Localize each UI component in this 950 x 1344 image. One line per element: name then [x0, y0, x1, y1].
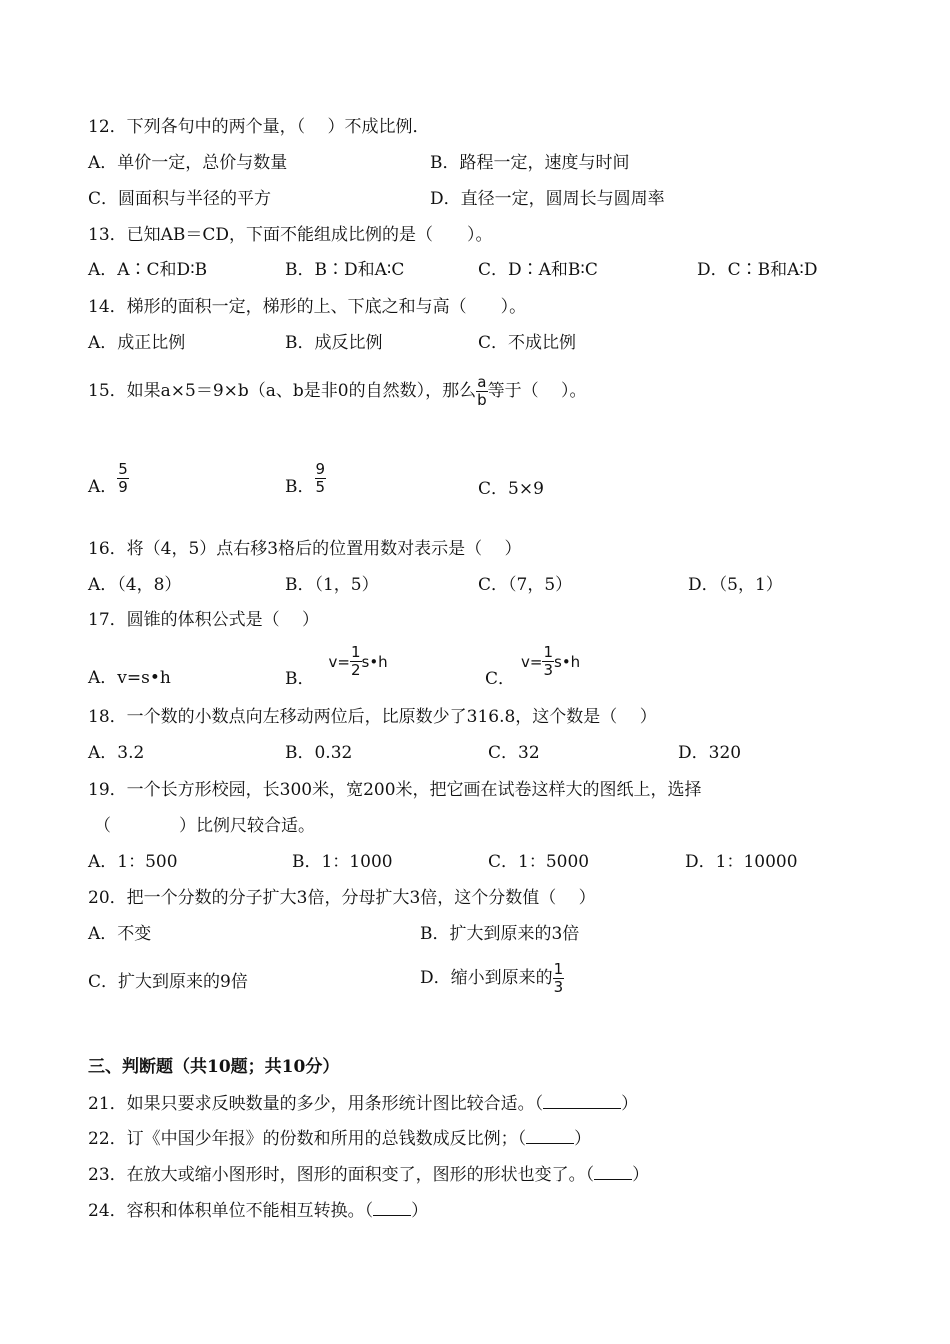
question-12-option-b: B．路程一定，速度与时间 [430, 153, 630, 173]
close-paren: ） [632, 1165, 650, 1185]
question-13-stem: 13．已知AB＝CD，下面不能组成比例的是（ ）。 [88, 225, 493, 245]
question-17-stem: 17．圆锥的体积公式是（ ） [88, 610, 320, 630]
fraction-numerator: 1 [553, 959, 564, 978]
question-17-option-b [285, 644, 388, 690]
question-20-stem: 20．把一个分数的分子扩大3倍，分母扩大3倍，这个分数值（ ） [88, 888, 596, 908]
question-20-option-d [420, 958, 564, 998]
question-22 [88, 1127, 591, 1150]
fraction-numerator: 1 [350, 643, 361, 661]
question-15-stem-text: 15．如果a×5＝9×b（a、b是非0的自然数），那么 [88, 381, 477, 401]
fraction-denominator: b [477, 390, 487, 409]
question-19-option-a: A．1：500 [88, 852, 178, 872]
question-14-option-a: A．成正比例 [88, 333, 186, 353]
question-12-option-d: D．直径一定，圆周长与圆周率 [430, 189, 665, 209]
fraction-denominator: 9 [118, 478, 128, 496]
question-19-stem: 19．一个长方形校园，长300米，宽200米，把它画在试卷这样大的图纸上，选择 [88, 780, 702, 800]
section-3-heading: 三、判断题（共10题；共10分） [88, 1057, 340, 1077]
question-19-option-b: B．1：1000 [292, 852, 393, 872]
question-14-option-b: B．成反比例 [285, 333, 383, 353]
question-18-option-c: C．32 [488, 743, 540, 763]
option-label: C． [485, 669, 516, 689]
question-19-option-c: C．1：5000 [488, 852, 590, 872]
formula-fraction [542, 644, 554, 679]
close-paren: ） [621, 1094, 639, 1114]
question-14-stem: 14．梯形的面积一定，梯形的上、下底之和与高（ ）。 [88, 297, 527, 317]
question-24-stem: 24．容积和体积单位不能相互转换。（ [88, 1201, 374, 1221]
question-23 [88, 1163, 649, 1186]
option-d-fraction [553, 961, 565, 996]
question-13-option-d: D．C∶B和A∶D [697, 260, 818, 280]
question-16-option-c: C．（7，5） [478, 575, 573, 595]
question-13-option-b: B．B∶D和A∶C [285, 260, 405, 280]
question-16-stem: 16．将（4，5）点右移3格后的位置用数对表示是（ ） [88, 539, 522, 559]
option-b-fraction [315, 461, 327, 496]
question-21 [88, 1092, 638, 1115]
question-24 [88, 1199, 428, 1222]
question-16-option-d: D．（5，1） [688, 575, 783, 595]
fraction-denominator: 3 [553, 977, 564, 996]
fraction-numerator: 5 [118, 460, 128, 478]
question-18-stem: 18．一个数的小数点向左移动两位后，比原数少了316.8，这个数是（ ） [88, 707, 657, 727]
question-20-option-b: B．扩大到原来的3倍 [420, 924, 580, 944]
question-15-stem-end: 等于（ ）。 [487, 381, 587, 401]
close-paren: ） [411, 1201, 429, 1221]
question-15-option-b [285, 452, 326, 498]
answer-blank[interactable] [526, 1127, 574, 1144]
formula-prefix: v= [328, 652, 350, 671]
formula-prefix: v= [521, 652, 543, 671]
question-17-option-a: A．v=s•h [88, 668, 171, 688]
question-16-option-b: B．（1，5） [285, 575, 379, 595]
option-label: B． [285, 669, 315, 689]
question-13-option-c: C．D∶A和B∶C [478, 260, 598, 280]
question-12-option-a: A．单价一定，总价与数量 [88, 153, 288, 173]
fraction-denominator: 2 [350, 661, 361, 679]
formula-suffix: s•h [554, 652, 581, 671]
option-label: B． [285, 477, 315, 497]
question-20-option-a: A．不变 [88, 924, 152, 944]
question-18-option-d: D．320 [678, 743, 742, 763]
fraction-numerator: 1 [543, 643, 554, 661]
question-12-option-c: C．圆面积与半径的平方 [88, 189, 272, 209]
question-23-stem: 23．在放大或缩小图形时，图形的面积变了，图形的形状也变了。（ [88, 1165, 595, 1185]
question-15-option-c: C．5×9 [478, 479, 544, 499]
question-13-option-a: A．A∶C和D∶B [88, 260, 208, 280]
option-b-formula [329, 644, 388, 679]
question-17-option-c [485, 644, 580, 690]
question-12-stem: 12．下列各句中的两个量，（ ）不成比例． [88, 117, 430, 137]
option-d-text: D．缩小到原来的 [420, 968, 553, 988]
formula-suffix: s•h [361, 652, 388, 671]
answer-blank[interactable] [373, 1199, 411, 1216]
answer-blank[interactable] [594, 1163, 632, 1180]
question-15-fraction [476, 374, 488, 409]
option-a-fraction [117, 461, 129, 496]
question-15-option-a [88, 452, 129, 498]
question-20-option-c: C．扩大到原来的9倍 [88, 972, 248, 992]
question-18-option-b: B．0.32 [285, 743, 353, 763]
question-19-option-d: D．1：10000 [685, 852, 798, 872]
question-14-option-c: C．不成比例 [478, 333, 577, 353]
question-19-stem-continued: （ ）比例尺较合适。 [94, 816, 315, 836]
question-16-option-a: A．（4，8） [88, 575, 182, 595]
question-18-option-a: A．3.2 [88, 743, 145, 763]
question-21-stem: 21．如果只要求反映数量的多少，用条形统计图比较合适。（ [88, 1094, 544, 1114]
close-paren: ） [574, 1129, 592, 1149]
fraction-denominator: 3 [543, 661, 554, 679]
question-15-stem [88, 366, 587, 416]
fraction-denominator: 5 [315, 478, 326, 496]
answer-blank[interactable] [543, 1092, 621, 1109]
fraction-numerator: 9 [315, 460, 326, 478]
question-22-stem: 22．订《中国少年报》的份数和所用的总钱数成反比例；（ [88, 1129, 527, 1149]
option-label: A． [88, 477, 118, 497]
formula-fraction [350, 644, 362, 679]
fraction-numerator: a [477, 372, 487, 391]
option-c-formula [521, 644, 580, 679]
